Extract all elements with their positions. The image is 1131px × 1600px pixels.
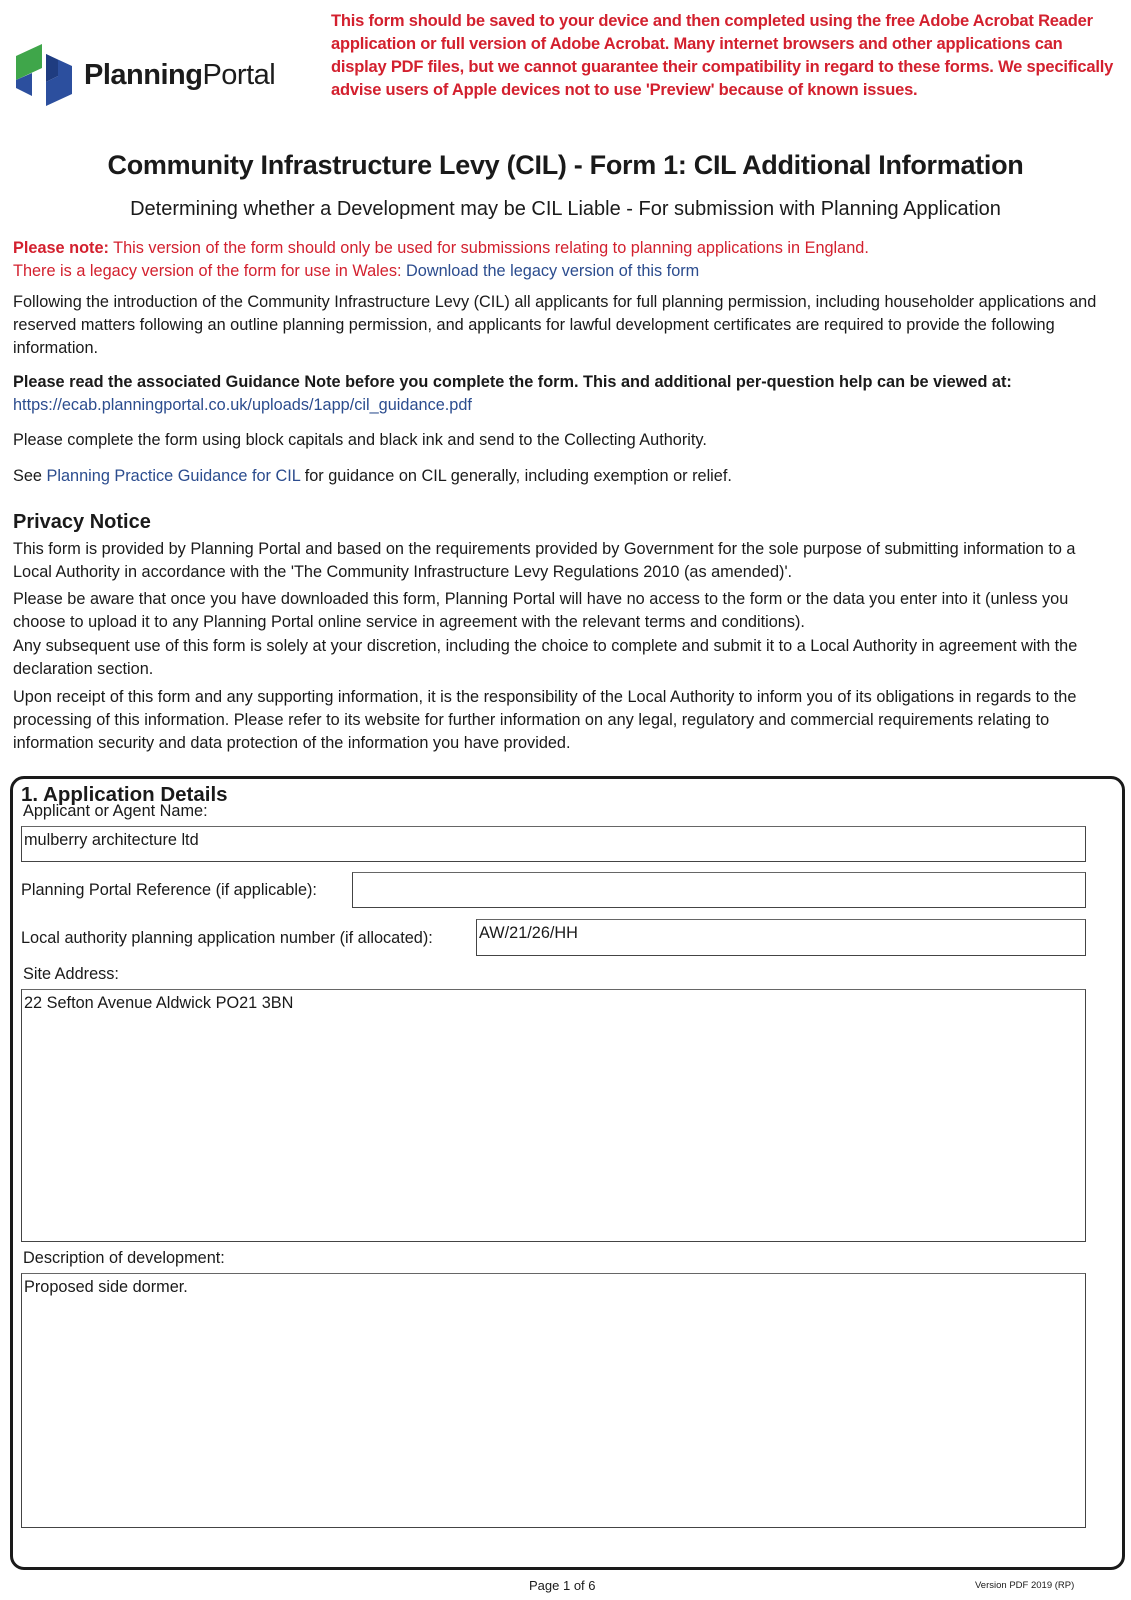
description-field[interactable]: Proposed side dormer.: [21, 1273, 1086, 1528]
logo-text: [84, 59, 275, 92]
see-guidance-line: [13, 465, 1118, 488]
note-text: This version of the form should only be used for submissions relating to planning applications in England.: [108, 239, 869, 257]
privacy-heading: Privacy Notice: [13, 511, 151, 533]
guidance-link[interactable]: https://ecab.planningportal.co.uk/uploads/1app/cil_guidance.pdf: [13, 396, 472, 414]
description-label: Description of development:: [23, 1249, 225, 1267]
note-label: Please note:: [13, 239, 109, 257]
portal-reference-field[interactable]: [352, 872, 1086, 908]
la-number-label: Local authority planning application number (if allocated):: [21, 929, 433, 947]
privacy-paragraph-4: Upon receipt of this form and any supporting information, it is the responsibility of the Local Authority to inform you of its obligations in regards to the processing of this information. Please refer to its website for further information on any legal, regulatory and commercial requirements relating to information security and data protection of the information you have provided.: [13, 688, 1077, 752]
guidance-text: Please read the associated Guidance Note before you complete the form. This and additional per-question help can be viewed at:: [13, 373, 1012, 391]
browser-warning: This form should be saved to your device and then completed using the free Adobe Acrobat Reader application or full version of Adobe Acrobat. Many internet browsers and other applications can display PDF files, but we cannot guarantee their compatibility in regard to these forms. We specifically advise users of Apple devices not to use 'Preview' because of known issues.: [331, 12, 1114, 99]
site-address-field[interactable]: 22 Sefton Avenue Aldwick PO21 3BN: [21, 989, 1086, 1242]
logo-text-bold: Planning: [84, 58, 203, 91]
privacy-paragraph-3: Any subsequent use of this form is solely at your discretion, including the choice to complete and submit it to a Local Authority in agreement with the declaration section.: [13, 637, 1078, 678]
see-prefix: See: [13, 467, 47, 485]
page-number: Page 1 of 6: [529, 1578, 596, 1593]
header: [0, 0, 1131, 130]
privacy-paragraph-1: This form is provided by Planning Portal and based on the requirements provided by Government for the sole purpose of submitting information to a Local Authority in accordance with the 'The Community Infrastructure Levy Regulations 2010 (as amended)'.: [13, 540, 1076, 581]
intro-paragraph: Following the introduction of the Community Infrastructure Levy (CIL) all applicants for full planning permission, including householder applications and reserved matters following an outline planning permission, and applicants for lawful development certificates are required to provide the following information.: [13, 293, 1097, 357]
applicant-label: Applicant or Agent Name:: [23, 802, 208, 820]
planning-portal-logo: [14, 42, 275, 108]
legacy-text: There is a legacy version of the form for use in Wales:: [13, 262, 407, 280]
site-address-label: Site Address:: [23, 965, 119, 983]
version-label: Version PDF 2019 (RP): [975, 1580, 1075, 1591]
planning-portal-logo-icon: [14, 42, 74, 108]
guidance-block: [13, 371, 1118, 417]
portal-ref-label: Planning Portal Reference (if applicable):: [21, 881, 317, 899]
privacy-paragraph-2: Please be aware that once you have downloaded this form, Planning Portal will have no access to the form or the data you enter into it (unless you choose to upload it to any Planning Portal online service in agreement with the relevant terms and conditions).: [13, 590, 1069, 631]
applicant-name-field[interactable]: mulberry architecture ltd: [21, 826, 1086, 862]
see-suffix: for guidance on CIL generally, including exemption or relief.: [300, 467, 732, 485]
form-title: Community Infrastructure Levy (CIL) - Form 1: CIL Additional Information: [107, 150, 1024, 180]
block-capitals-instruction: Please complete the form using block capitals and black ink and send to the Collecting Authority.: [13, 431, 707, 449]
practice-guidance-link[interactable]: Planning Practice Guidance for CIL: [46, 467, 301, 485]
form-subtitle: Determining whether a Development may be CIL Liable - For submission with Planning Application: [130, 198, 1001, 220]
legacy-form-link[interactable]: Download the legacy version of this form: [406, 262, 700, 280]
section-title: 1. Application Details: [21, 783, 228, 806]
la-application-number-field[interactable]: AW/21/26/HH: [476, 919, 1086, 956]
logo-text-light: Portal: [202, 58, 276, 91]
england-note: [13, 237, 869, 283]
application-details-section: [10, 776, 1125, 1570]
